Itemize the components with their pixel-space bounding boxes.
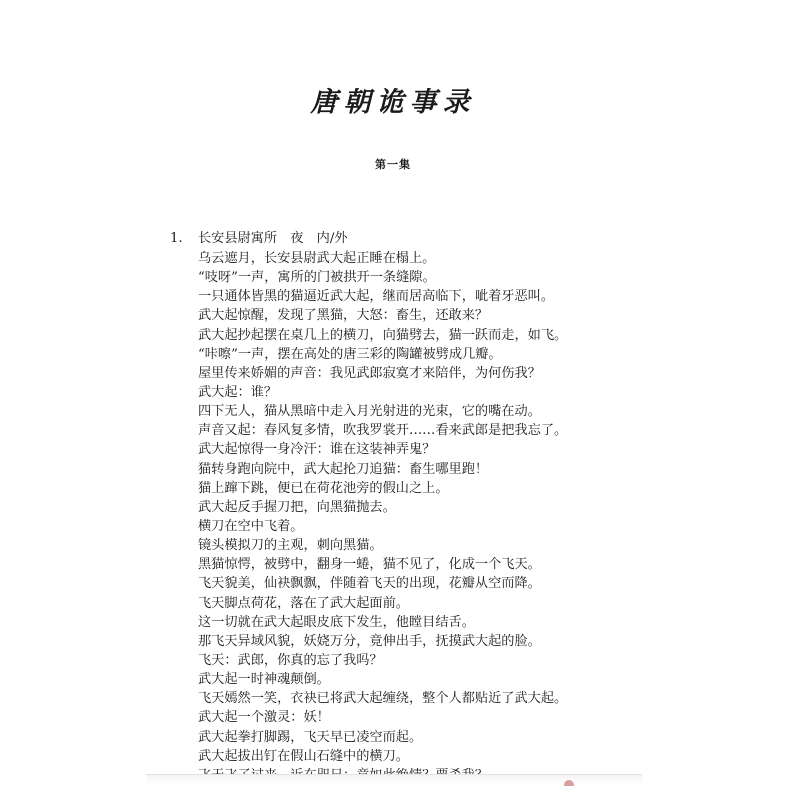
script-line: 武大起惊醒，发现了黑猫，大怒：畜生，还敢来？ (198, 308, 489, 324)
script-line: 声音又起：春风复多情，吹我罗裳开……看来武郎是把我忘了。 (198, 423, 568, 439)
script-line: 镜头模拟刀的主观，刺向黑猫。 (198, 538, 383, 554)
script-line: 飞天：武郎，你真的忘了我吗？ (198, 652, 383, 668)
script-line: 武大起拔出钉在假山石缝中的横刀。 (198, 748, 409, 764)
scene-number: 1. (170, 231, 183, 246)
red-mark-icon (564, 780, 574, 786)
script-line: 武大起惊得一身冷汗：谁在这装神弄鬼？ (198, 442, 436, 458)
script-line: 四下无人，猫从黑暗中走入月光射进的光束，它的嘴在动。 (198, 404, 541, 420)
script-line: 那飞天异域风貌，妖娆万分，竟伸出手，抚摸武大起的脸。 (198, 633, 541, 649)
script-line: 飞天脚点荷花，落在了武大起面前。 (198, 595, 409, 611)
script-line: 飞天貌美，仙袂飘飘，伴随着飞天的出现，花瓣从空而降。 (198, 576, 541, 592)
script-line: 屋里传来娇媚的声音：我见武郎寂寞才来陪伴，为何伤我？ (198, 365, 541, 381)
script-line: 武大起：谁？ (198, 384, 278, 400)
script-line: 武大起一个激灵：妖！ (198, 710, 330, 726)
script-line: “咔嚓”一声，摆在高处的唐三彩的陶罐被劈成几瓣。 (198, 346, 502, 362)
script-line: 武大起拳打脚踢，飞天早已凌空而起。 (198, 729, 423, 745)
script-body (198, 249, 567, 785)
script-line: 武大起一时神魂颠倒。 (198, 672, 330, 688)
document-title: 唐朝诡事录 (310, 87, 476, 118)
script-line: 一只通体皆黑的猫逼近武大起，继而居高临下，呲着牙恶叫。 (198, 289, 555, 305)
script-line: 猫上蹿下跳，便已在荷花池旁的假山之上。 (198, 480, 449, 496)
scene-heading (170, 230, 348, 248)
script-line: 乌云遮月，长安县尉武大起正睡在榻上。 (198, 251, 436, 266)
script-line: 武大起抄起摆在桌几上的横刀，向猫劈去，猫一跃而走，如飞。 (198, 327, 568, 343)
script-line: 猫转身跑向院中，武大起抡刀追猫：畜生哪里跑！ (198, 461, 489, 477)
script-line: 黑猫惊愕，被劈中，翻身一蜷，猫不见了，化成一个飞天。 (198, 557, 541, 573)
script-line: 飞天嫣然一笑，衣袂已将武大起缠绕，整个人都贴近了武大起。 (198, 691, 568, 707)
script-line: 横刀在空中飞着。 (198, 518, 304, 534)
script-line: “吱呀”一声，寓所的门被拱开一条缝隙。 (198, 270, 436, 286)
episode-subtitle: 第一集 (375, 158, 411, 171)
script-line: 武大起反手握刀把，向黑猫抛去。 (198, 499, 396, 515)
script-line: 这一切就在武大起眼皮底下发生，他瞠目结舌。 (198, 614, 475, 630)
scene-heading-text: 长安县尉寓所 夜 内/外 (198, 231, 348, 246)
